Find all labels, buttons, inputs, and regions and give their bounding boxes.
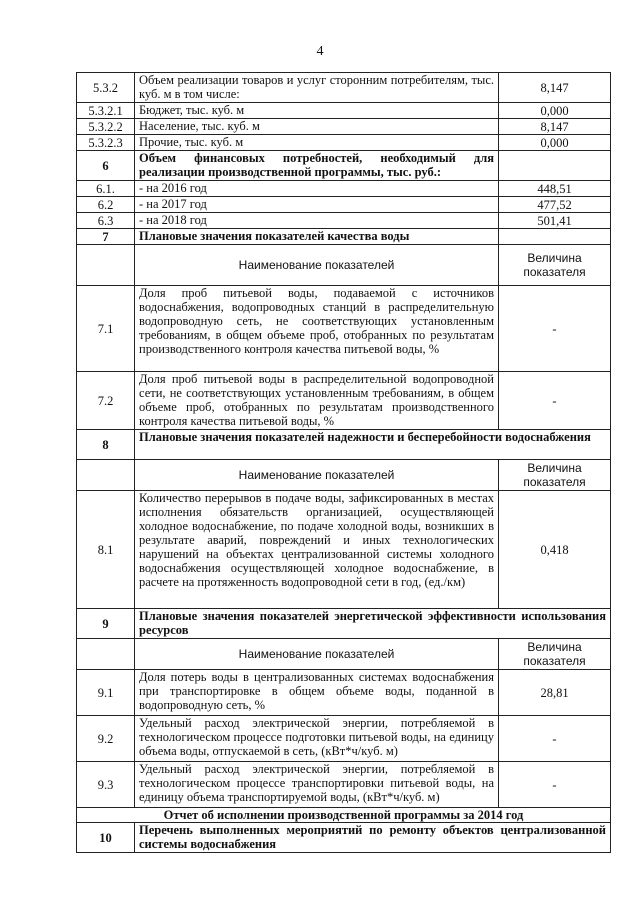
production-program-table — [76, 72, 611, 853]
section-row — [77, 609, 611, 639]
report-title: Отчет об исполнении производственной программы за 2014 год — [77, 808, 611, 823]
header-row — [77, 460, 611, 491]
column-header-name: Наименование показателей — [135, 639, 499, 670]
row-text: Удельный расход электрической энергии, потребляемой в технологическом процессе подготовки питьевой воды, на единицу объема воды, отпускаемой в сеть, (кВт*ч/куб. м) — [135, 716, 499, 762]
row-text: - на 2018 год — [135, 213, 499, 229]
row-number: 5.3.2.1 — [77, 103, 135, 119]
section-number: 9 — [77, 609, 135, 639]
report-row — [77, 808, 611, 823]
table-row — [77, 286, 611, 372]
column-header-name: Наименование показателей — [135, 245, 499, 286]
empty-cell — [77, 639, 135, 670]
column-header-value: Величина показателя — [499, 460, 611, 491]
section-title: Объем финансовых потребностей, необходимый для реализации производственной программы, тыс. руб.: — [135, 151, 499, 181]
row-number: 9.3 — [77, 762, 135, 808]
column-header-name: Наименование показателей — [135, 460, 499, 491]
row-number: 7.2 — [77, 372, 135, 430]
row-number: 8.1 — [77, 491, 135, 609]
row-value: - — [499, 762, 611, 808]
row-number: 5.3.2 — [77, 73, 135, 103]
table-row — [77, 716, 611, 762]
row-text: Доля проб питьевой воды, подаваемой с источников водоснабжения, водопроводных станций в распределительную водопроводную сеть, не соответствующих установленным требованиям, в общем объеме проб, отобранных по результатам производственного контроля качества питьевой воды, % — [135, 286, 499, 372]
row-text: Удельный расход электрической энергии, потребляемой в технологическом процессе транспортировки питьевой воды, на единицу объема транспортируемой воды, (кВт*ч/куб. м) — [135, 762, 499, 808]
column-header-value: Величина показателя — [499, 245, 611, 286]
row-number: 6.2 — [77, 197, 135, 213]
row-text: Бюджет, тыс. куб. м — [135, 103, 499, 119]
table-row — [77, 181, 611, 197]
row-value: 0,000 — [499, 103, 611, 119]
section-title: Плановые значения показателей энергетической эффективности использования ресурсов — [135, 609, 611, 639]
table-row — [77, 491, 611, 609]
row-text: Доля проб питьевой воды в распределительной водопроводной сети, не соответствующих установленным требованиям, в общем объеме проб, отобранных по результатам производственного контроля качества питьевой воды, % — [135, 372, 499, 430]
section-row — [77, 823, 611, 853]
table-row — [77, 670, 611, 716]
row-number: 9.1 — [77, 670, 135, 716]
row-value: 448,51 — [499, 181, 611, 197]
table-row — [77, 73, 611, 103]
row-text: Доля потерь воды в централизованных системах водоснабжения при транспортировке в общем объеме воды, поданной в водопроводную сеть, % — [135, 670, 499, 716]
row-text: Объем реализации товаров и услуг сторонним потребителям, тыс. куб. м в том числе: — [135, 73, 499, 103]
section-number: 10 — [77, 823, 135, 853]
empty-cell — [499, 229, 611, 245]
column-header-value: Величина показателя — [499, 639, 611, 670]
row-number: 7.1 — [77, 286, 135, 372]
table-row — [77, 372, 611, 430]
table-row — [77, 119, 611, 135]
row-value: - — [499, 716, 611, 762]
section-row — [77, 229, 611, 245]
row-text: Прочие, тыс. куб. м — [135, 135, 499, 151]
row-value: - — [499, 286, 611, 372]
table-row — [77, 135, 611, 151]
row-value: 0,418 — [499, 491, 611, 609]
row-value: 8,147 — [499, 73, 611, 103]
section-title: Плановые значения показателей качества воды — [135, 229, 499, 245]
row-value: 477,52 — [499, 197, 611, 213]
section-row — [77, 430, 611, 460]
row-number: 9.2 — [77, 716, 135, 762]
row-value: 501,41 — [499, 213, 611, 229]
empty-cell — [499, 151, 611, 181]
row-value: - — [499, 372, 611, 430]
table-row — [77, 213, 611, 229]
row-value: 28,81 — [499, 670, 611, 716]
row-number: 5.3.2.3 — [77, 135, 135, 151]
row-number: 6.1. — [77, 181, 135, 197]
header-row — [77, 639, 611, 670]
section-number: 7 — [77, 229, 135, 245]
table-row — [77, 762, 611, 808]
section-title: Плановые значения показателей надежности и бесперебойности водоснабжения — [135, 430, 611, 460]
table-row — [77, 103, 611, 119]
row-number: 5.3.2.2 — [77, 119, 135, 135]
row-value: 0,000 — [499, 135, 611, 151]
page-number: 4 — [316, 44, 324, 59]
header-row — [77, 245, 611, 286]
row-text: Количество перерывов в подаче воды, зафиксированных в местах исполнения обязательств организацией, осуществляющей холодное водоснабжение, по подаче холодной воды, возникших в результате аварий, повреждений и иных технологических нарушений на объектах централизованной системы холодного водоснабжения осуществляющей холодное водоснабжение, в расчете на протяженность водопроводной сети в год, (ед./км) — [135, 491, 499, 609]
section-number: 8 — [77, 430, 135, 460]
empty-cell — [77, 245, 135, 286]
row-value: 8,147 — [499, 119, 611, 135]
row-number: 6.3 — [77, 213, 135, 229]
section-number: 6 — [77, 151, 135, 181]
row-text: - на 2016 год — [135, 181, 499, 197]
row-text: - на 2017 год — [135, 197, 499, 213]
row-text: Население, тыс. куб. м — [135, 119, 499, 135]
section-title: Перечень выполненных мероприятий по ремонту объектов централизованной системы водоснабжения — [135, 823, 611, 853]
section-row — [77, 151, 611, 181]
table-row — [77, 197, 611, 213]
empty-cell — [77, 460, 135, 491]
